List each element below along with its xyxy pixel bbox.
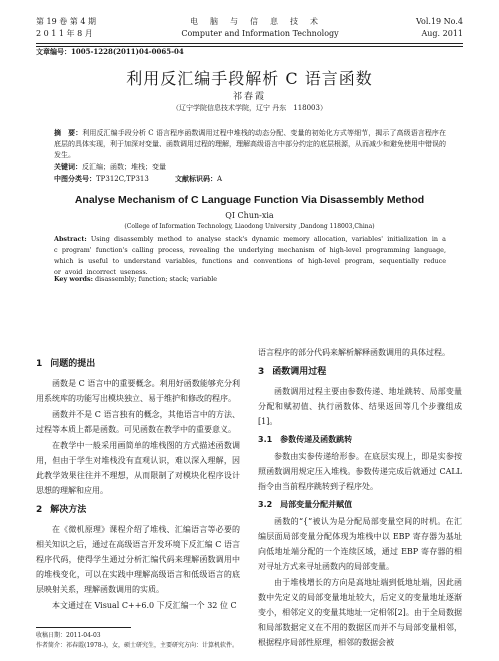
section-heading	[258, 365, 462, 380]
paper-title-en: Analyse Mechanism of C Language Function Via Disassembly Method	[74, 194, 425, 206]
abstract-en-text: Using disassembly method to analyse stack's dynamic memory allocation, variables' initialization in a c program' function's calling process, revealing the underlying mechanism of high-level programming language, which is useful to understand variables, functions and conventions of high-level program, sequentially reduce or avoid incorrect useness.	[54, 235, 446, 276]
clc-label: 中图分类号：	[54, 174, 96, 183]
keywords-cn	[54, 162, 166, 172]
abstract-cn	[54, 127, 446, 161]
section-heading	[36, 503, 240, 518]
clc-value: TP312C,TP313	[96, 175, 149, 183]
volume-issue-en: Vol.19 No.4	[416, 17, 463, 26]
journal-name-cn: 电脑与信息技术	[190, 17, 330, 26]
paragraph: 在《微机原理》课程介绍了堆栈、汇编语言等必要的相关知识之后，通过在高级语言开发环境下反汇编 C 语言程序代码，使得学生通过分析汇编代码来理解函数调用中的堆栈变化，可以在实践中理解高级语言和低级语言的底层映射关系，理解函数调用的实质。	[36, 525, 240, 594]
section-title: 问题的提出	[50, 359, 96, 369]
subsection-number: 3.1	[258, 435, 273, 444]
paragraph: 函数是 C 语言中的重要概念。利用好函数能够充分利用系统库的功能写出模块独立、易于维护和修改的程序。	[36, 379, 240, 403]
article-number: 文章编号：1005-1228(2011)04-0065-04	[36, 47, 184, 56]
doc-code-label: 文献标识码：	[175, 174, 218, 183]
author-cn: 祁春霞	[232, 92, 266, 102]
section-title: 解决方法	[50, 505, 87, 515]
volume-issue: 第 19 卷 第 4 期	[36, 17, 96, 26]
publication-date-cn: 2 0 1 1 年 8 月	[36, 29, 93, 38]
journal-name-en: Computer and Information Technology	[181, 29, 339, 38]
section-number: 2	[36, 505, 43, 515]
keywords-cn-label: 关键词：	[54, 162, 82, 171]
abstract-en-label: Abstract:	[54, 235, 87, 243]
abstract-cn-text: 利用反汇编手段分析 C 语言程序函数调用过程中堆栈的动态分配、变量的初始化方式等细节，揭示了高级语言程序在底层的具体实现，利于加深对变量、函数调用过程的理解，理解高级语言中部分约定的底层根源，从而减少和避免使用中错误的发生。	[54, 129, 447, 159]
affiliation-en: (College of Information Technology, Liaodong University ,Dandong 118003,China)	[124, 223, 375, 230]
paragraph: 语言程序的部分代码来解析解释函数调用的具体过程。	[258, 348, 450, 357]
journal-volume-info-en	[416, 16, 463, 40]
paragraph: 函数调用过程主要由参数传递、地址跳转、局部变量分配和赋初值、执行函数体、结果返回等几个步骤组成[1]。	[258, 387, 462, 426]
paragraph: 在教学中一般采用画简单的堆栈图的方式描述函数调用，但由于学生对堆栈没有直观认识，难以深入理解，因此教学效果往往并不理想，从而限制了对模块化程序设计思想的理解和应用。	[36, 441, 240, 495]
paragraph: 参数由实参传递给形参。在底层实现上，即是实参按照函数调用规定压入堆栈。参数传递完成后就通过 CALL 指令由当前程序跳转到子程序处。	[258, 452, 462, 491]
author-en: QI Chun-xia	[225, 211, 274, 220]
body-column-left	[36, 352, 240, 614]
abstract-en	[54, 234, 446, 278]
publication-date-en: Aug. 2011	[421, 29, 463, 38]
section-number: 3	[258, 367, 265, 377]
subsection-title: 局部变量分配并赋值	[280, 500, 353, 509]
keywords-en-text: disassembly; function; stack; variable	[95, 275, 218, 283]
body-column-right	[258, 345, 462, 651]
footnote-rule	[36, 627, 131, 628]
affiliation-cn: （辽宁学院信息技术学院，辽宁 丹东 118003）	[172, 104, 327, 112]
journal-volume-info	[36, 16, 96, 40]
keywords-cn-text: 反汇编；函数；堆栈；变量	[82, 163, 166, 171]
keywords-en-label: Key words:	[54, 275, 93, 283]
keywords-en	[54, 275, 217, 283]
subsection-heading	[258, 497, 462, 512]
journal-name	[165, 16, 355, 40]
paragraph: 本文通过在 Visual C++6.0 下反汇编一个 32 位 C	[52, 601, 237, 610]
author-bio: 作者简介：祁春霞(1978-)，女，硕士研究生，主要研究方向：计算机软件。	[36, 642, 238, 649]
doc-code-value: A	[217, 175, 223, 183]
received-date: 收稿日期：2011-04-03	[36, 632, 101, 639]
subsection-heading	[258, 432, 462, 447]
subsection-title: 参数传递及函数跳转	[280, 435, 353, 444]
paragraph: 函数并不是 C 语言独有的概念，其他语言中的方法、过程等本质上都是函数。可见函数在教学中的重要意义。	[36, 410, 240, 434]
paragraph: 由于堆栈增长的方向是高地址端到低地址端，因此函数中先定义的局部变量地址较大，后定义的变量地址逐渐变小，相邻定义的变量其地址一定相邻[2]。由于全局数据和局部数据定义在不用的数据区而并不与局部变量相邻，根据程序局部性原理，相邻的数据会被	[258, 578, 462, 647]
subsection-number: 3.2	[258, 500, 273, 509]
classification-line	[54, 174, 222, 184]
section-number: 1	[36, 359, 43, 369]
paragraph: 函数的“{”被认为是分配局部变量空间的时机。在汇编层面局部变量分配体现为堆栈中以 EBP 寄存器为基址向低地址端分配的一个连续区域，通过 EBP 寄存器的相对寻址方式来寻址函数内的局部变量。	[258, 517, 462, 571]
section-heading	[36, 357, 240, 372]
paper-title-cn: 利用反汇编手段解析 C 语言函数	[126, 69, 373, 88]
header-rule-thick	[36, 43, 463, 44]
section-title: 函数调用过程	[272, 367, 327, 377]
abstract-cn-label: 摘 要：	[54, 128, 83, 137]
